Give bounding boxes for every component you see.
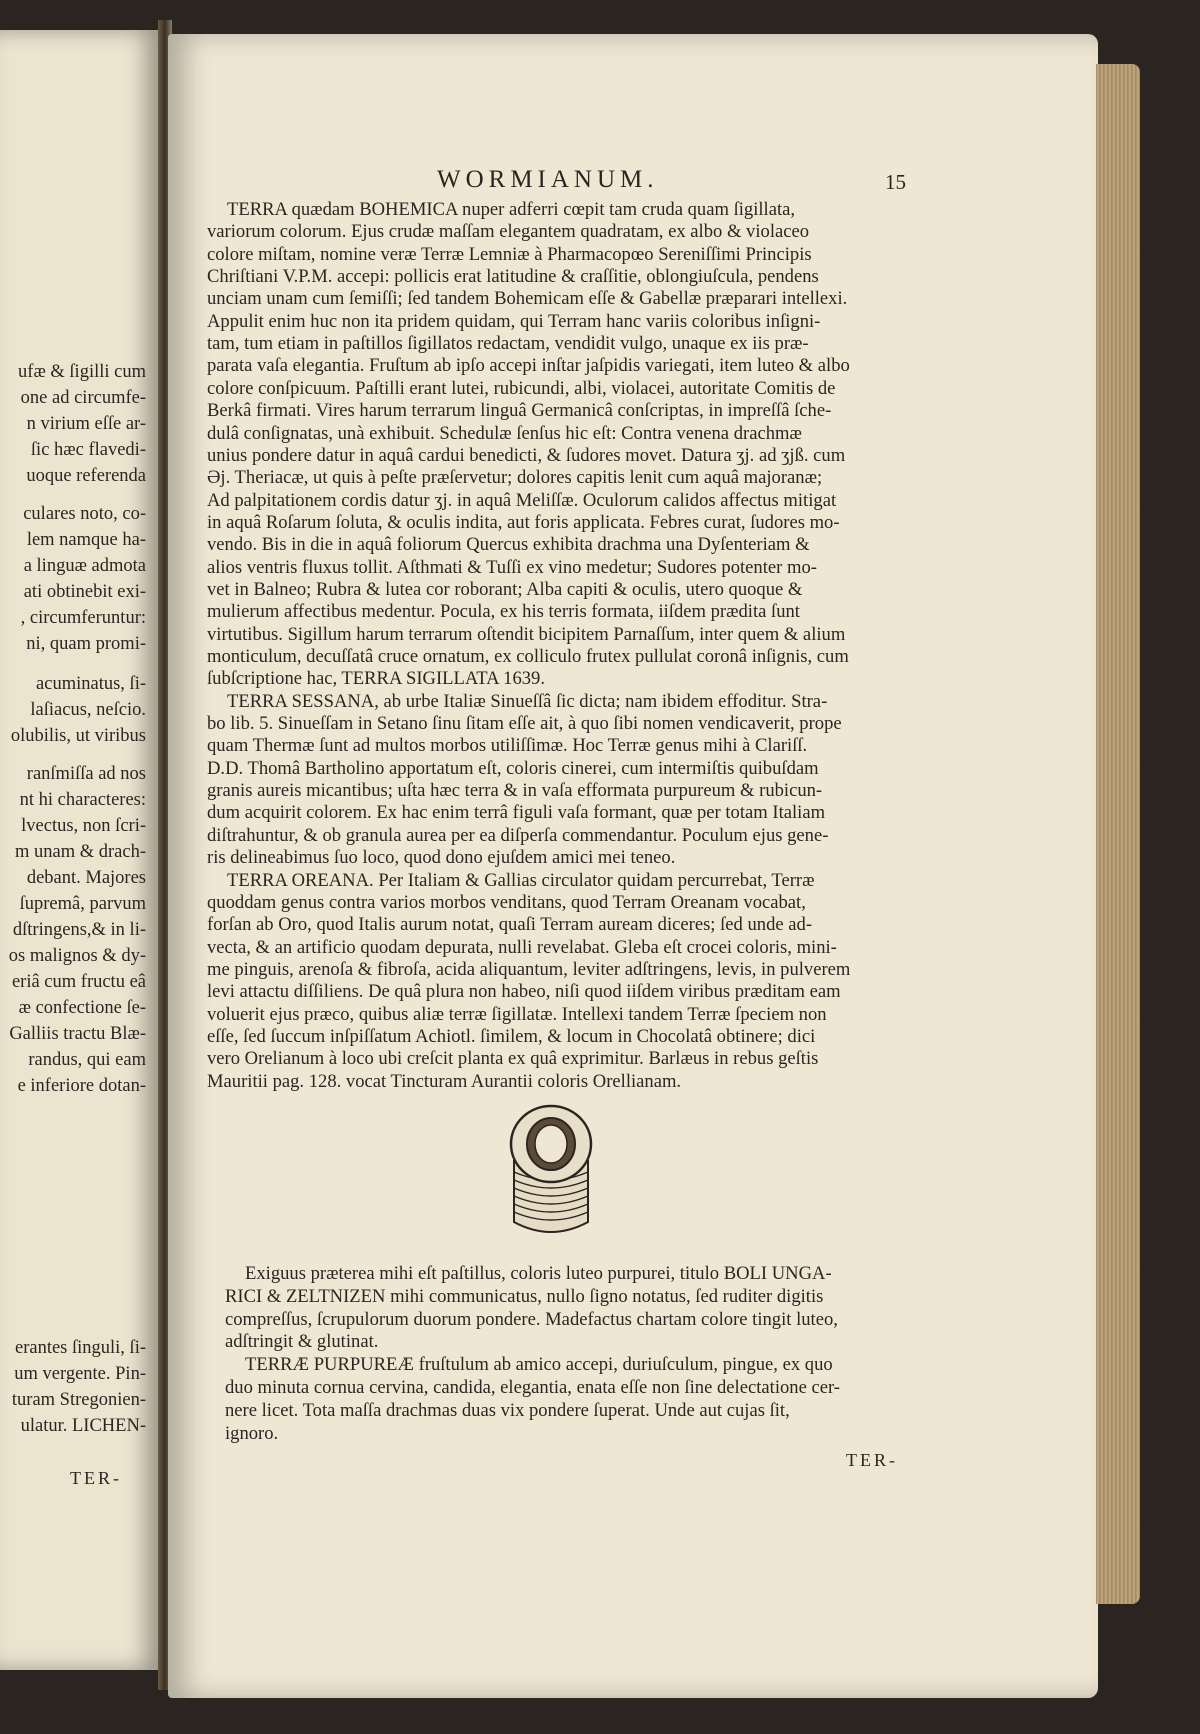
text-line: forſan ab Oro, quod Italis aurum notat, quaſi Terram auream diceres; ſed unde ad- (207, 914, 813, 936)
text-line: unius pondere datur in aquâ cardui benedicti, & ſudores movet. Datura ʒj. ad ʒjß. cum (207, 444, 846, 466)
bolus-cylinder-engraving-icon (496, 1100, 606, 1242)
text-line: Berkâ firmati. Vires harum terrarum linguâ Germanicâ conſcriptas, in impreſſâ ſche- (207, 400, 832, 422)
text-line: parata vaſa elegantia. Fruſtum ab ipſo accepi inſtar jaſpidis variegati, item luteo & albo (207, 355, 850, 377)
page-edges (1096, 64, 1140, 1604)
text-line: adſtringit & glutinat. (225, 1331, 379, 1353)
left-page-line: dſtringens,& in li- (12, 920, 146, 940)
left-page (0, 30, 160, 1670)
text-line: colore conſpicuum. Paſtilli erant lutei, rubicundi, albi, violacei, autoritate Comitis de (207, 377, 836, 399)
left-page-line: randus, qui eam (28, 1050, 146, 1070)
left-page-line: , circumferuntur: (20, 608, 146, 628)
text-line: granis aureis micantibus; uſta hæc terra & in vaſa efformata purpureum & rubicun- (207, 780, 823, 802)
text-line: bo lib. 5. Sinueſſam in Setano ſinu ſitam eſſe ait, à quo ſibi nomen vendicaverit, prope (207, 713, 842, 735)
text-line: dum acquirit colorem. Ex hac enim terrâ figuli vaſa formant, quæ per totam Italiam (207, 802, 826, 824)
text-line: virtutibus. Sigillum harum terrarum oſtendit bicipitem Parnaſſum, inter quem & alium (207, 623, 846, 645)
text-line: me pinguis, arenoſa & fibroſa, acida aliquantum, leviter adſtringens, levis, in pulverem (207, 958, 851, 980)
text-line: vero Orelianum à loco ubi creſcit planta ex quâ exprimitur. Barlæus in rebus geſtis (207, 1048, 819, 1070)
left-page-line: ranſmiſſa ad nos (26, 764, 146, 784)
text-line: RICI & ZELTNIZEN mihi communicatus, nullo ſigno notatus, ſed ruditer digitis (225, 1285, 824, 1307)
left-page-line: e inferiore dotan- (17, 1076, 146, 1096)
left-page-line: uoque referenda (26, 466, 146, 486)
text-line: TERRÆ PURPUREÆ fruſtulum ab amico accepi, duriuſculum, pingue, ex quo (245, 1354, 833, 1376)
left-page-line: ati obtinebit exi- (23, 582, 146, 602)
text-line: vecta, & an artificio quodam depurata, nulli revelabat. Gleba eſt crocei coloris, mini- (207, 936, 837, 958)
text-line: quam Thermæ ſunt ad multos morbos utiliſſimæ. Hoc Terræ genus mihi à Clariſſ. (207, 735, 808, 757)
text-line: TERRA OREANA. Per Italiam & Gallias circulator quidam percurrebat, Terræ (227, 869, 815, 891)
text-line: dulâ conſignatas, unà exhibuit. Schedulæ ſenſus hic eſt: Contra venena drachmæ (207, 422, 802, 444)
text-line: Appulit enim huc non ita pridem quidam, qui Terram hanc variis coloribus inſigni- (207, 310, 821, 332)
text-line: levi attactu diſſiliens. De quâ plura non habeo, niſi quod iiſdem viribus præditam eam (207, 981, 841, 1003)
left-page-line: culares noto, co- (23, 504, 146, 524)
text-line: mulierum affectibus medentur. Pocula, ex his terris formata, iiſdem prædita ſunt (207, 601, 800, 623)
left-page-line: olubilis, ut viribus (10, 726, 146, 746)
left-page-line: lem namque ha- (26, 530, 146, 550)
left-page-line: n virium eſſe ar- (26, 414, 146, 434)
text-line: duo minuta cornua cervina, candida, elegantia, enata eſſe non ſine delectatione cer- (225, 1377, 840, 1398)
text-line: voluerit ejus præco, quibus aliæ terræ ſigillatæ. Intellexi tandem Terræ ſpeciem non (207, 1003, 827, 1025)
text-line: vet in Balneo; Rubra & lutea cor roborant; Alba capiti & oculis, utero quoque & (207, 578, 803, 600)
text-line: unciam unam cum ſemiſſi; ſed tandem Bohemicam eſſe & Gabellæ præparari intellexi. (207, 288, 848, 310)
text-line: Chriſtiani V.P.M. accepi: pollicis erat latitudine & craſſitie, oblongiuſcula, pendens (207, 266, 819, 288)
left-page-line: nt hi characteres: (19, 790, 146, 810)
text-line: TERRA quædam BOHEMICA nuper adferri cœpit tam cruda quam ſigillata, (227, 199, 796, 220)
text-line: variorum colorum. Ejus crudæ maſſam elegantem quadratam, ex albo & violaceo (207, 221, 810, 243)
left-page-line: eriâ cum fructu eâ (11, 972, 146, 992)
text-line: TERRA SESSANA, ab urbe Italiæ Sinueſſâ ſic dicta; nam ibidem effoditur. Stra- (227, 690, 828, 712)
text-line: Exiguus præterea mihi eſt paſtillus, coloris luteo purpurei, titulo BOLI UNGA- (245, 1263, 832, 1284)
left-page-line: lvectus, non ſcri- (21, 816, 146, 836)
catchword: TER- (846, 1450, 898, 1470)
left-page-line: m unam & drach- (15, 842, 146, 862)
left-page-line: ufæ & ſigilli cum (18, 362, 146, 382)
text-line: ſubſcriptione hac, TERRA SIGILLATA 1639. (207, 668, 545, 690)
left-page-line: debant. Majores (26, 868, 146, 888)
left-page-line: ulatur. LICHEN- (20, 1416, 146, 1436)
left-catchword: TER- (70, 1468, 122, 1488)
text-line: nere licet. Tota maſſa drachmas duas vix pondere ſuperat. Unde aut cujas ſit, (225, 1399, 790, 1421)
left-page-line: laſiacus, neſcio. (30, 700, 146, 720)
left-page-line: one ad circumfe- (20, 388, 146, 408)
left-page-line: ſupremâ, parvum (19, 894, 146, 914)
text-line: Ad palpitationem cordis datur ʒj. in aquâ Meliſſæ. Oculorum calidos affectus mitigat (207, 489, 837, 511)
left-page-line: Galliis tractu Blæ- (9, 1024, 146, 1044)
page-number: 15 (885, 170, 906, 194)
text-line: Əj. Theriacæ, ut quis à peſte præſervetur; dolores capitis lenit cum aquâ majoranæ; (207, 467, 823, 489)
text-line: monticulum, decuſſatâ cruce ornatum, ex colliculo frutex pullulat coronâ inſignis, cum (207, 646, 849, 667)
left-page-line: turam Stregonien- (11, 1390, 146, 1410)
left-page-line: æ confectione ſe- (18, 998, 146, 1018)
left-page-line: um vergente. Pin- (14, 1364, 146, 1384)
text-line: in aquâ Roſarum ſoluta, & oculis indita, aut foris applicata. Febres curat, ſudores mo- (207, 511, 840, 533)
text-line: ris delineabimus ſuo loco, quod dono ejuſdem amici mei teneo. (207, 847, 676, 869)
text-line: D.D. Thomâ Bartholino apportatum eſt, coloris cinerei, cum intermiſtis quibuſdam (207, 757, 819, 779)
text-line: quoddam genus contra varios morbos venditans, quod Terram Oreanam vocabat, (207, 891, 806, 913)
left-page-line: ſic hæc flavedi- (30, 440, 146, 460)
left-page-line: a linguæ admota (23, 556, 146, 576)
text-line: alios ventris fluxus tollit. Aſthmati & Tuſſi ex vino medetur; Sudores potenter mo- (207, 556, 817, 578)
text-line: colore miſtam, nomine veræ Terræ Lemniæ à Pharmacopœo Sereniſſimi Principis (207, 243, 812, 265)
text-line: compreſſus, ſcrupulorum duorum pondere. Madefactus chartam colore tingit luteo, (225, 1308, 838, 1330)
left-page-line: ni, quam promi- (26, 634, 146, 654)
left-page-line: os malignos & dy- (8, 946, 146, 966)
left-page-line: erantes ſinguli, ſi- (14, 1338, 146, 1358)
text-line: ignoro. (225, 1422, 279, 1444)
running-head: WORMIANUM. (437, 166, 659, 193)
text-line: diſtrahuntur, & ob granula aurea per ea diſperſa commendantur. Poculum ejus gene- (207, 824, 829, 846)
text-line: tam, tum etiam in paſtillos ſigillatos redactam, vendidit vulgo, unaque ex iis præ- (207, 333, 809, 355)
text-line: eſſe, ſed ſuccum inſpiſſatum Achiotl. ſimilem, & locum in Chocolatâ obtinere; dici (207, 1025, 816, 1047)
text-line: vendo. Bis in die in aquâ foliorum Quercus exhibita drachma una Dyſenteriam & (207, 534, 810, 556)
left-page-line: acuminatus, ſi- (36, 674, 146, 694)
text-line: Mauritii pag. 128. vocat Tincturam Aurantii coloris Orellianam. (207, 1070, 682, 1092)
